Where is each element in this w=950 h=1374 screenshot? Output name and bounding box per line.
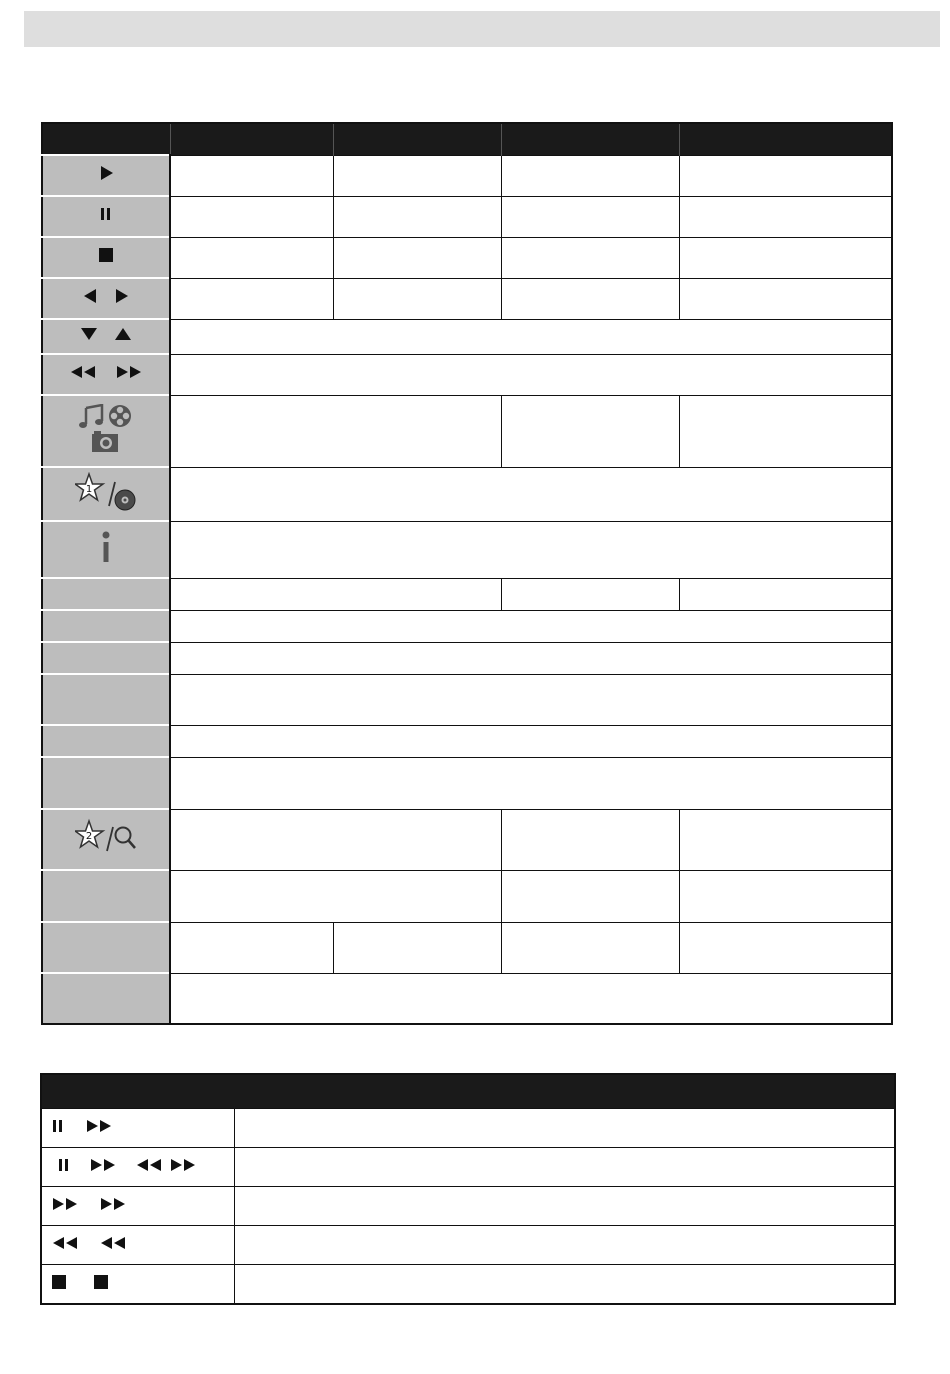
icon-cell [42,354,170,395]
icon-cell [42,642,170,674]
play-icon [98,165,114,181]
table-row [42,578,892,610]
header-cell [42,123,170,155]
icon-cell [42,578,170,610]
music-note-icon [79,405,103,428]
icon-cell [42,237,170,278]
table-row [42,809,892,870]
table-row [42,757,892,809]
pause-icon [52,1119,64,1133]
header-cell [170,123,333,155]
header-cell [679,123,892,155]
rewind-icon [100,1236,126,1250]
icon-cell [42,725,170,757]
up-arrow-icon [114,327,132,341]
icon-cell [42,973,170,1024]
table-row [42,521,892,578]
rewind-icon [70,365,96,379]
icon-cell [42,155,170,196]
table-row [42,354,892,395]
table-row [42,725,892,757]
camera-icon [92,431,118,452]
table-row [42,610,892,642]
table-row [41,1265,895,1305]
header-cell [501,123,679,155]
icon-cell [42,521,170,578]
remote-functions-table [41,122,893,1025]
icon-cell [42,319,170,354]
star-icon [75,821,103,847]
fast-forward-icon [170,1158,196,1172]
table-header-row [41,1074,895,1109]
table-row [42,196,892,237]
icon-cell [42,757,170,809]
fast-forward-icon [52,1197,78,1211]
down-arrow-icon [80,327,98,341]
media-type-icons [78,404,134,454]
table-row [42,237,892,278]
table-row [42,973,892,1024]
rewind-icon [136,1158,162,1172]
table-row [42,155,892,196]
table-row [42,870,892,922]
icon-cell [42,395,170,467]
icon-cell [42,610,170,642]
table-header-row [42,123,892,155]
page-header-bar [24,11,940,47]
stop-icon [99,248,113,262]
disc-icon [115,490,135,510]
stop-icon [52,1275,66,1289]
star-2-search-icon [75,817,137,857]
search-icon [116,828,136,849]
star-1-disc-icon [75,472,137,512]
rewind-icon [52,1236,78,1250]
table-row [41,1187,895,1226]
fast-forward-icon [90,1158,116,1172]
fast-forward-icon [86,1119,112,1133]
info-icon [101,531,111,563]
header-cell [41,1074,234,1109]
table-row [42,278,892,319]
table-row [42,642,892,674]
stop-icon [94,1275,108,1289]
table-row [41,1148,895,1187]
table-row [42,395,892,467]
star-icon [75,474,103,500]
header-cell [234,1074,895,1109]
svg-text:2: 2 [85,831,93,842]
icon-cell [42,467,170,521]
fast-forward-icon [100,1197,126,1211]
right-arrow-icon [115,288,129,304]
button-combination-table [40,1073,896,1305]
icon-cell [42,278,170,319]
icon-cell [42,196,170,237]
table-row [42,674,892,725]
table-row [42,467,892,521]
table-row [42,319,892,354]
icon-cell [42,870,170,922]
icon-cell [42,922,170,973]
table-row [41,1109,895,1148]
icon-cell [42,809,170,870]
left-arrow-icon [83,288,97,304]
icon-cell [42,674,170,725]
table-row [42,922,892,973]
svg-text:1: 1 [85,483,93,495]
film-reel-icon [109,405,131,427]
pause-icon [100,207,112,221]
pause-icon [58,1158,70,1172]
table-row [41,1226,895,1265]
fast-forward-icon [116,365,142,379]
header-cell [333,123,501,155]
